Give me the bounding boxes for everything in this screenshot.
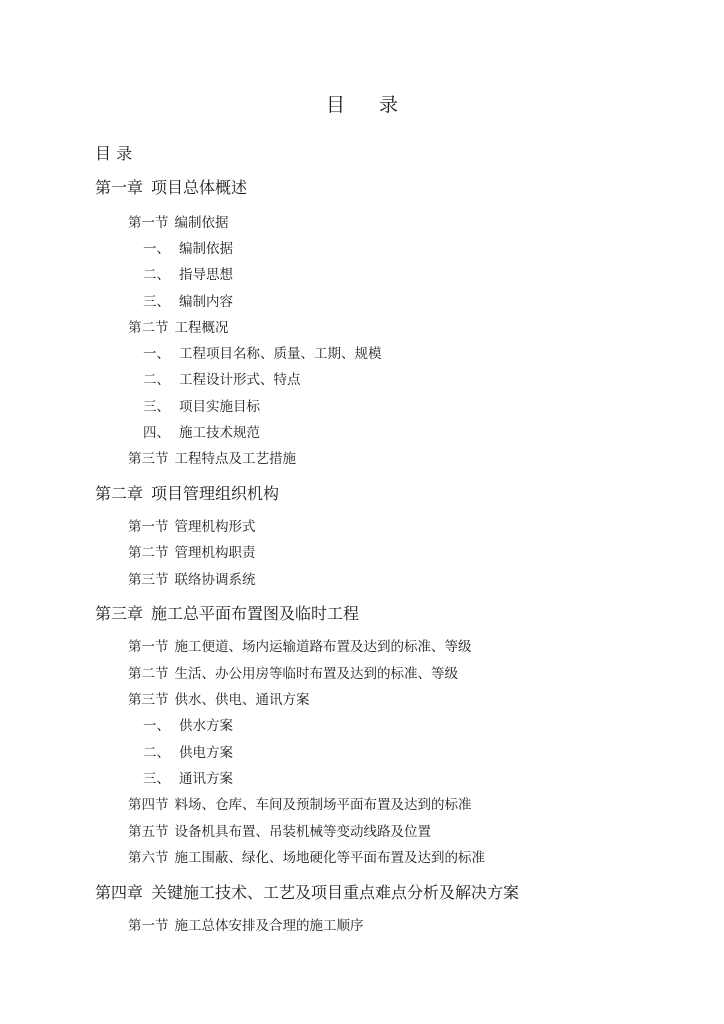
toc-entry-text: 联络协调系统	[174, 572, 256, 588]
toc-entry-number: 一、	[143, 241, 170, 257]
toc-entry-number: 第三节	[128, 451, 169, 467]
toc-entry-number: 第二节	[128, 320, 169, 336]
toc-item-entry[interactable]	[143, 767, 233, 787]
toc-item-entry[interactable]	[143, 368, 301, 388]
toc-entry-text: 施工便道、场内运输道路布置及达到的标准、等级	[174, 639, 472, 655]
toc-entry-number: 三、	[143, 771, 170, 787]
toc-entry-text: 施工总平面布置图及临时工程	[151, 604, 360, 623]
toc-chapter-entry[interactable]	[95, 175, 247, 198]
toc-entry-text: 通讯方案	[179, 771, 233, 787]
title-left-char: 目	[325, 94, 345, 116]
toc-entry-number: 三、	[143, 399, 170, 415]
toc-entry-number: 第三节	[128, 572, 169, 588]
toc-section-entry[interactable]	[128, 914, 364, 934]
toc-entry-text: 供水方案	[179, 718, 233, 734]
toc-item-entry[interactable]	[143, 290, 233, 310]
toc-section-entry[interactable]	[128, 793, 472, 813]
toc-entry-number: 第六节	[128, 850, 169, 866]
toc-entry-text: 管理机构职责	[174, 545, 256, 561]
toc-entry-number: 第二节	[128, 666, 169, 682]
toc-entry-number: 一、	[143, 718, 170, 734]
toc-section-entry[interactable]	[128, 688, 310, 708]
toc-section-entry[interactable]	[128, 211, 229, 231]
toc-entry-number: 第二节	[128, 545, 169, 561]
toc-entry-text: 项目实施目标	[179, 399, 260, 415]
toc-entry-text: 编制依据	[179, 241, 233, 257]
toc-item-entry[interactable]	[143, 421, 260, 441]
toc-entry-number: 一、	[143, 346, 170, 362]
toc-entry-text: 工程特点及工艺措施	[174, 451, 296, 467]
toc-entry-number: 第三章	[95, 604, 144, 623]
toc-entry-number: 第五节	[128, 824, 169, 840]
toc-chapter-entry[interactable]	[95, 601, 359, 624]
toc-entry-number: 第一章	[95, 178, 144, 197]
toc-item-entry[interactable]	[143, 237, 233, 257]
toc-entry-text: 供电方案	[179, 745, 233, 761]
toc-section-entry[interactable]	[128, 846, 485, 866]
toc-item-entry[interactable]	[143, 395, 260, 415]
toc-section-entry[interactable]	[128, 820, 431, 840]
toc-entry-text: 编制依据	[174, 215, 229, 231]
toc-root-entry[interactable]: 目 录	[95, 144, 133, 163]
toc-entry-text: 设备机具布置、吊装机械等变动线路及位置	[174, 824, 431, 840]
toc-entry-number: 第四章	[95, 883, 144, 902]
toc-entry-number: 第三节	[128, 692, 169, 708]
toc-item-entry[interactable]	[143, 263, 233, 283]
title-right-char: 录	[379, 94, 399, 116]
toc-item-entry[interactable]	[143, 741, 233, 761]
toc-entry-text: 料场、仓库、车间及预制场平面布置及达到的标准	[174, 797, 472, 813]
toc-entry-text: 关键施工技术、工艺及项目重点难点分析及解决方案	[151, 883, 520, 902]
toc-entry-number: 第一节	[128, 215, 169, 231]
toc-section-entry[interactable]	[128, 447, 296, 467]
toc-entry-text: 工程项目名称、质量、工期、规模	[179, 346, 382, 362]
toc-entry-number: 第二章	[95, 484, 144, 503]
toc-section-entry[interactable]	[128, 316, 229, 336]
toc-section-entry[interactable]	[128, 541, 256, 561]
toc-entry-text: 管理机构形式	[174, 519, 256, 535]
toc-section-entry[interactable]	[128, 662, 458, 682]
toc-entry-text: 供水、供电、通讯方案	[174, 692, 310, 708]
toc-section-entry[interactable]	[128, 568, 256, 588]
toc-entry-text: 生活、办公用房等临时布置及达到的标准、等级	[174, 666, 458, 682]
toc-chapter-entry[interactable]	[95, 880, 519, 903]
toc-entry-text: 指导思想	[179, 267, 233, 283]
toc-item-entry[interactable]	[143, 342, 382, 362]
toc-entry-text: 项目总体概述	[151, 178, 248, 197]
toc-section-entry[interactable]	[128, 515, 256, 535]
toc-entry-number: 四、	[143, 425, 170, 441]
toc-entry-text: 项目管理组织机构	[151, 484, 280, 503]
toc-entry-number: 第一节	[128, 918, 169, 934]
toc-entry-number: 第一节	[128, 639, 169, 655]
toc-entry-number: 二、	[143, 745, 170, 761]
toc-entry-text: 编制内容	[179, 294, 233, 310]
toc-entry-number: 第四节	[128, 797, 169, 813]
toc-section-entry[interactable]	[128, 635, 472, 655]
toc-entry-number: 第一节	[128, 519, 169, 535]
toc-entry-text: 施工技术规范	[179, 425, 260, 441]
toc-entry-number: 三、	[143, 294, 170, 310]
toc-entry-text: 施工总体安排及合理的施工顺序	[174, 918, 364, 934]
toc-entry-number: 二、	[143, 372, 170, 388]
toc-entry-text: 工程概况	[174, 320, 229, 336]
toc-chapter-entry[interactable]	[95, 481, 279, 504]
toc-item-entry[interactable]	[143, 714, 233, 734]
toc-entry-text: 工程设计形式、特点	[179, 372, 301, 388]
toc-entry-text: 施工围蔽、绿化、场地硬化等平面布置及达到的标准	[174, 850, 485, 866]
toc-entry-number: 二、	[143, 267, 170, 283]
page-title	[0, 90, 724, 117]
